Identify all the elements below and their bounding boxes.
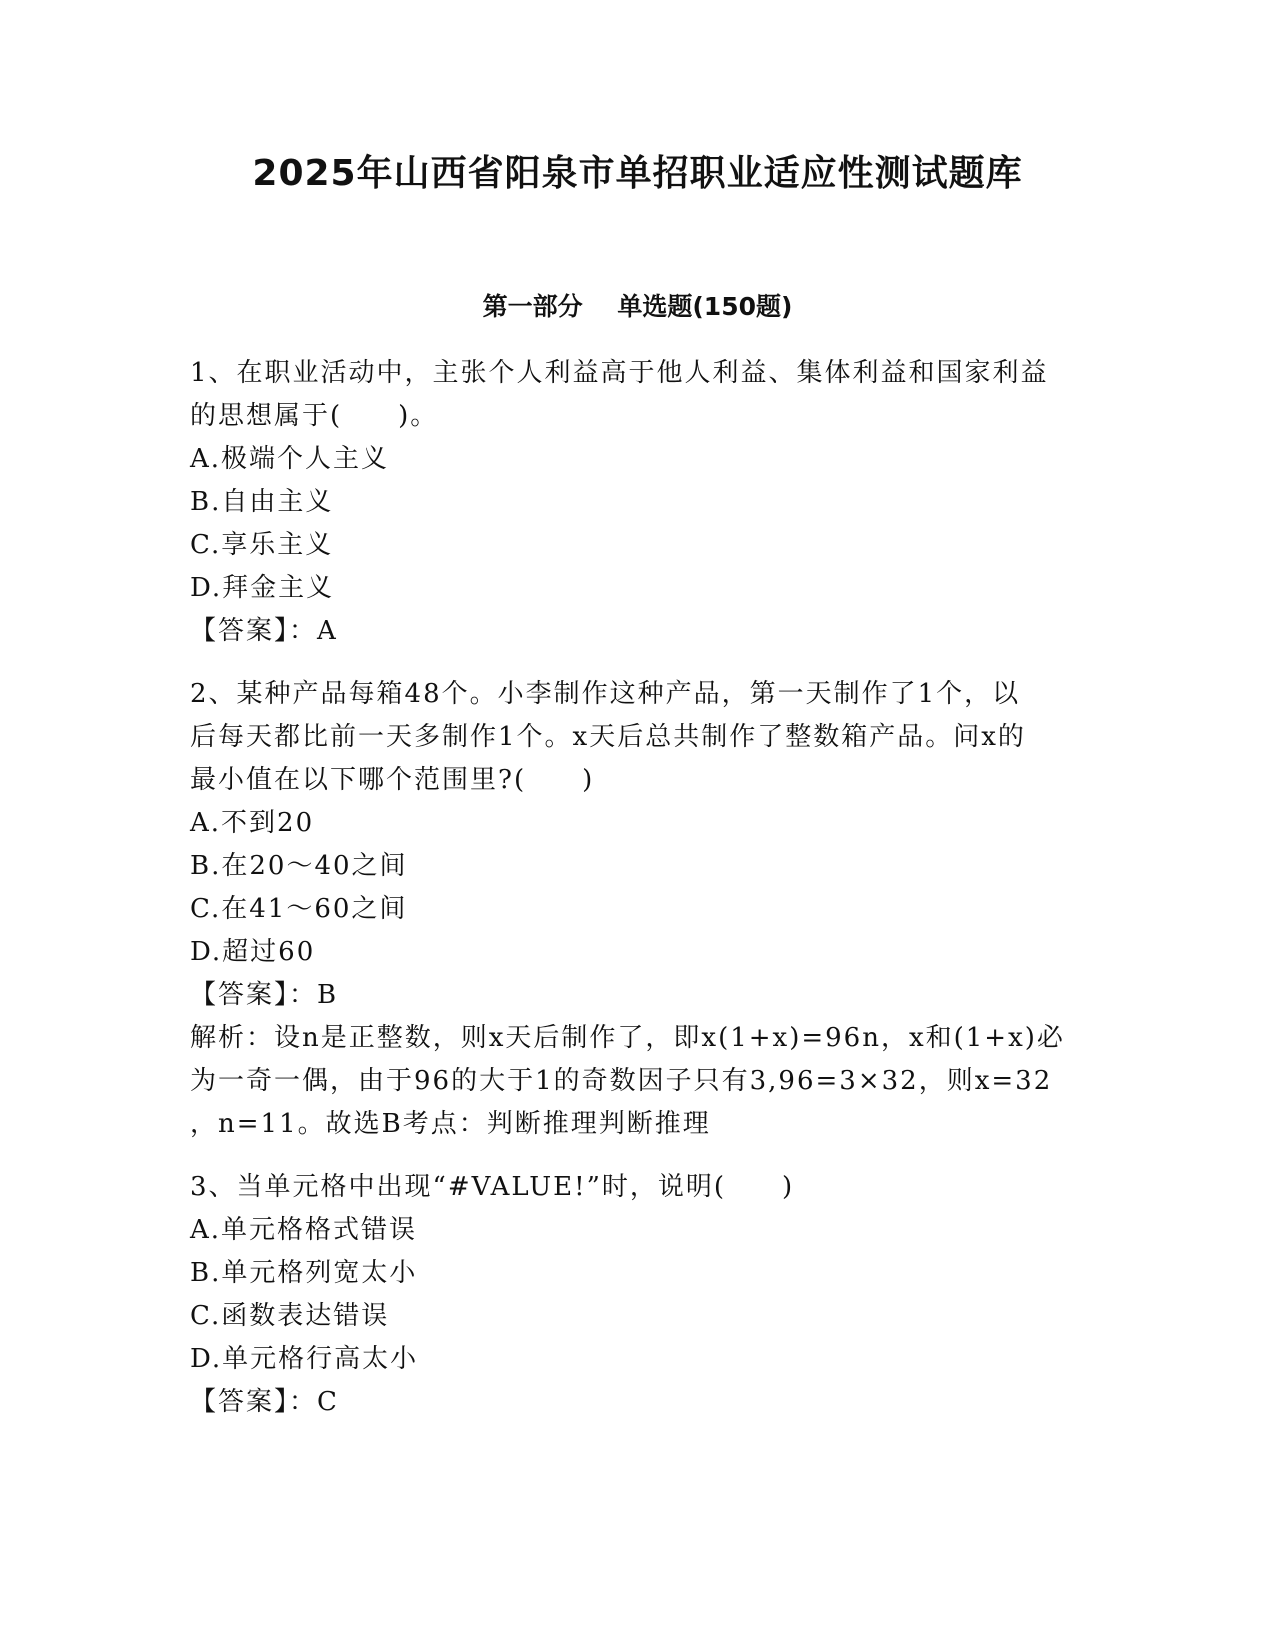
option-a: A.不到20 <box>190 808 315 838</box>
option-c: C.函数表达错误 <box>190 1301 390 1331</box>
question-stem-line: 的思想属于( )。 <box>190 401 439 431</box>
option-a: A.极端个人主义 <box>190 444 390 474</box>
question-stem-line: 1、在职业活动中，主张个人利益高于他人利益、集体利益和国家利益 <box>190 358 1049 388</box>
option-b: B.单元格列宽太小 <box>190 1258 418 1288</box>
answer-line: 【答案】：C <box>190 1387 339 1417</box>
option-c: C.在41～60之间 <box>190 894 408 924</box>
question-stem-line: 2、某种产品每箱48个。小李制作这种产品，第一天制作了1个，以 <box>190 679 1021 709</box>
option-d: D.拜金主义 <box>190 573 335 603</box>
question-stem-line: 后每天都比前一天多制作1个。x天后总共制作了整数箱产品。问x的 <box>190 722 1026 752</box>
question-1 <box>190 352 1090 653</box>
question-3 <box>190 1166 1090 1424</box>
question-list <box>190 352 1090 1444</box>
option-c: C.享乐主义 <box>190 530 334 560</box>
question-2 <box>190 673 1090 1146</box>
answer-line: 【答案】：A <box>190 616 338 646</box>
option-b: B.在20～40之间 <box>190 851 408 881</box>
question-stem-line: 3、当单元格中出现“#VALUE!”时，说明( ) <box>190 1172 795 1202</box>
document-title: 2025年山西省阳泉市单招职业适应性测试题库 <box>252 153 1023 194</box>
option-b: B.自由主义 <box>190 487 334 517</box>
option-d: D.超过60 <box>190 937 316 967</box>
analysis-line: 解析：设n是正整数，则x天后制作了，即x(1+x)=96n，x和(1+x)必 <box>190 1023 1065 1053</box>
option-a: A.单元格格式错误 <box>190 1215 418 1245</box>
section-title: 第一部分 单选题(150题) <box>482 292 793 321</box>
option-d: D.单元格行高太小 <box>190 1344 419 1374</box>
analysis-line: 为一奇一偶，由于96的大于1的奇数因子只有3,96=3×32，则x=32 <box>190 1066 1053 1096</box>
analysis-line: ，n=11。故选B考点：判断推理判断推理 <box>190 1109 711 1139</box>
answer-line: 【答案】：B <box>190 980 339 1010</box>
question-stem-line: 最小值在以下哪个范围里?( ) <box>190 765 595 795</box>
